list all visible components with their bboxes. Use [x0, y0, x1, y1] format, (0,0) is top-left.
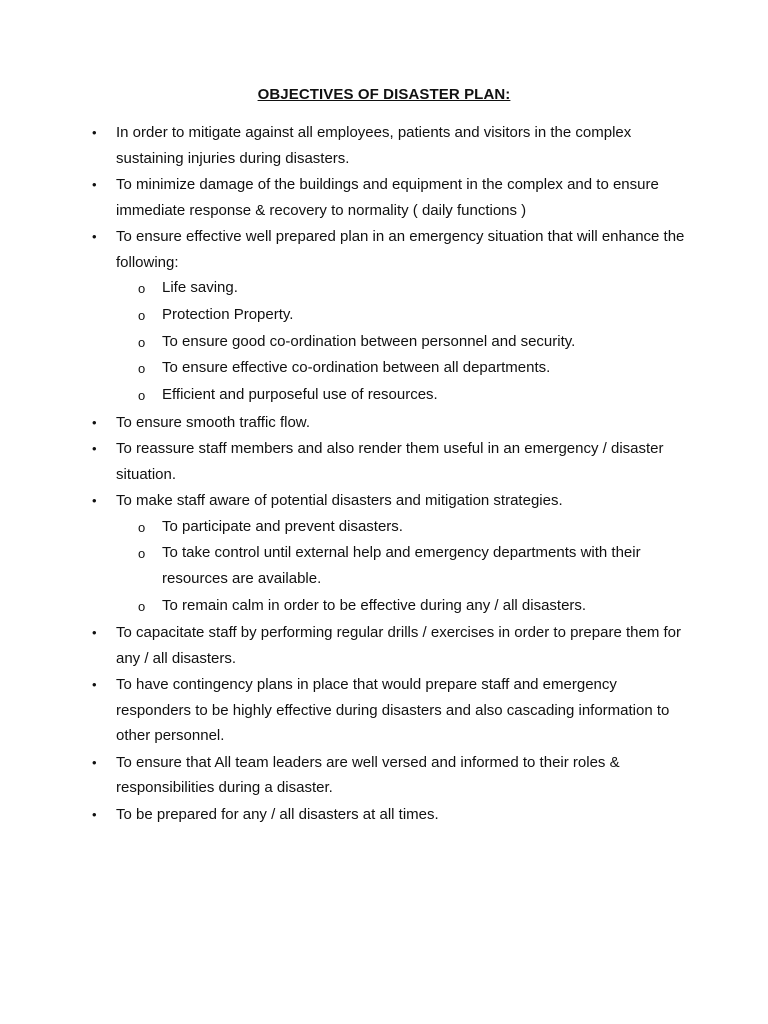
- circle-bullet-icon: o: [138, 546, 146, 562]
- circle-bullet-icon: o: [138, 307, 146, 323]
- list-item-text: To ensure that All team leaders are well versed and informed to their roles & responsibilities during a disaster.: [116, 753, 620, 797]
- sub-list-item-text: To participate and prevent disasters.: [162, 517, 403, 535]
- sub-list-item: [115, 275, 690, 301]
- list-item-text: To ensure smooth traffic flow.: [116, 413, 310, 431]
- list-item-text: To reassure staff members and also render them useful in an emergency / disaster situation.: [116, 440, 664, 483]
- sub-list-item: [115, 593, 690, 619]
- sub-list-item: [115, 355, 690, 381]
- sub-list-item-text: To ensure effective co-ordination between all departments.: [162, 359, 551, 377]
- sub-list-item: [115, 382, 690, 408]
- list-item-text: To capacitate staff by performing regular drills / exercises in order to prepare them for any / all disasters.: [116, 624, 681, 667]
- bullet-icon: •: [92, 754, 97, 770]
- list-item: [0, 620, 768, 671]
- sub-list: [116, 275, 690, 408]
- circle-bullet-icon: o: [138, 388, 146, 404]
- bullet-icon: •: [92, 493, 97, 509]
- bullet-icon: •: [92, 229, 97, 244]
- bullet-icon: •: [92, 125, 97, 140]
- list-item: [0, 436, 768, 487]
- list-item: [0, 488, 768, 618]
- list-item: [0, 172, 768, 223]
- sub-list-item-text: To remain calm in order to be effective during any / all disasters.: [162, 596, 587, 614]
- list-item-text: To ensure effective well prepared plan in an emergency situation that will enhance the following:: [116, 228, 685, 271]
- list-item: [0, 224, 768, 408]
- list-item-text: To have contingency plans in place that would prepare staff and emergency responders to be highly effective during disasters and also cascading information to other personnel.: [116, 676, 670, 745]
- sub-list-item: [115, 302, 690, 328]
- bullet-icon: •: [92, 177, 97, 192]
- sub-list-item-text: To take control until external help and emergency departments with their resources are available.: [162, 544, 641, 587]
- document-title: OBJECTIVES OF DISASTER PLAN:: [257, 86, 511, 103]
- sub-list-item: [115, 329, 690, 355]
- sub-list-item-text: Efficient and purposeful use of resources.: [162, 386, 438, 404]
- bullet-icon: •: [92, 677, 97, 693]
- objectives-list: [0, 120, 768, 828]
- list-item: [0, 750, 768, 801]
- list-item-text: To make staff aware of potential disasters and mitigation strategies.: [116, 492, 563, 510]
- sub-list-item: [115, 540, 690, 591]
- bullet-icon: •: [92, 414, 97, 430]
- list-item: [0, 410, 768, 436]
- bullet-icon: •: [92, 806, 97, 822]
- sub-list-item: [115, 514, 690, 540]
- list-item: [0, 120, 768, 171]
- list-item-text: To be prepared for any / all disasters at all times.: [116, 805, 439, 823]
- list-item: [0, 672, 768, 749]
- sub-list: [116, 514, 690, 619]
- bullet-icon: •: [92, 625, 97, 641]
- list-item-text: To minimize damage of the buildings and equipment in the complex and to ensure immediate response & recovery to normality ( daily functions ): [116, 176, 659, 219]
- circle-bullet-icon: o: [138, 334, 146, 350]
- sub-list-item-text: Protection Property.: [162, 305, 294, 323]
- circle-bullet-icon: o: [138, 598, 146, 614]
- list-item-text: In order to mitigate against all employees, patients and visitors in the complex sustaining injuries during disasters.: [116, 124, 632, 167]
- bullet-icon: •: [92, 441, 97, 457]
- circle-bullet-icon: o: [138, 519, 146, 535]
- list-item: [0, 802, 768, 828]
- sub-list-item-text: To ensure good co-ordination between personnel and security.: [162, 332, 576, 350]
- circle-bullet-icon: o: [138, 361, 146, 377]
- circle-bullet-icon: o: [138, 281, 146, 296]
- sub-list-item-text: Life saving.: [162, 279, 238, 296]
